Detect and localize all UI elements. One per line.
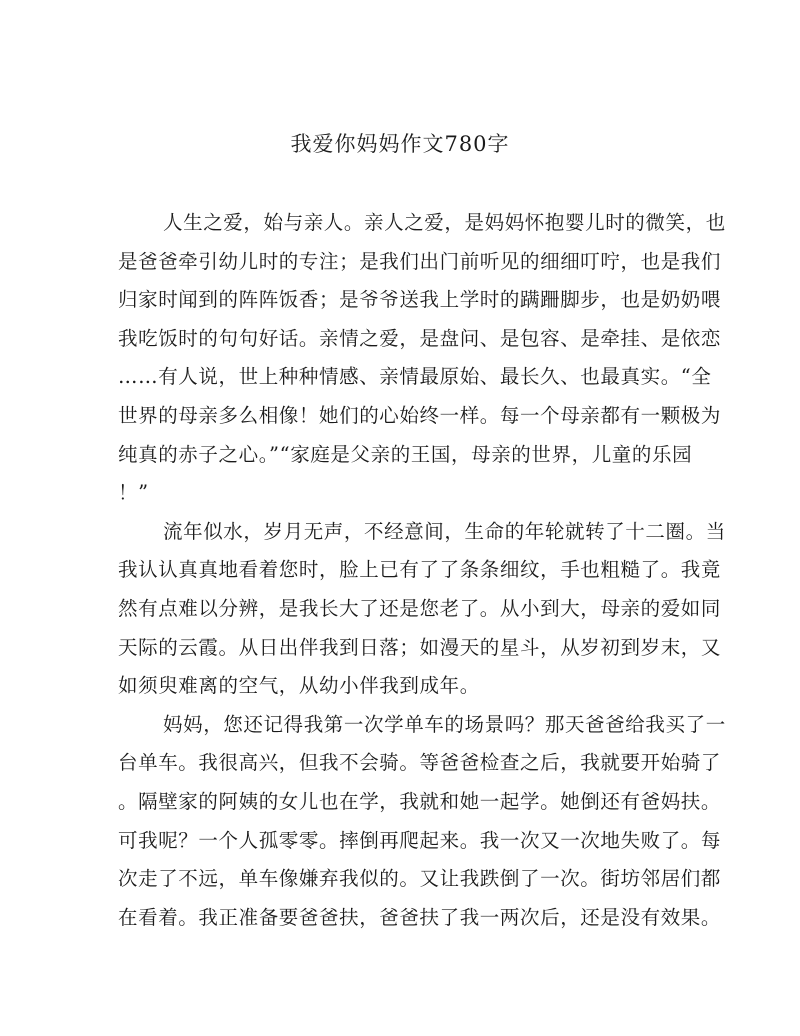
text-line: 可我呢？一个人孤零零。摔倒再爬起来。我一次又一次地失败了。每	[118, 828, 722, 852]
text-line: 是爸爸牵引幼儿时的专注；是我们出门前听见的细细叮咛，也是我们	[118, 249, 722, 273]
text-line: 然有点难以分辨，是我长大了还是您老了。从小到大，母亲的爱如同	[118, 596, 722, 620]
paragraph-1	[118, 204, 726, 513]
text-line: 如须臾难离的空气，从幼小伴我到成年。	[118, 674, 480, 698]
text-line: 归家时闻到的阵阵饭香；是爷爷送我上学时的蹒跚脚步，也是奶奶喂	[118, 288, 722, 312]
text-line: 台单车。我很高兴，但我不会骑。等爸爸检查之后，我就要开始骑了	[118, 751, 722, 775]
text-line: ！”	[118, 481, 149, 505]
text-line: 世界的母亲多么相像！她们的心始终一样。每一个母亲都有一颗极为	[118, 403, 722, 427]
text-line: 。隔壁家的阿姨的女儿也在学，我就和她一起学。她倒还有爸妈扶。	[118, 789, 722, 813]
text-line: 我认认真真地看着您时，脸上已有了了条条细纹，手也粗糙了。我竟	[118, 558, 722, 582]
text-line: 纯真的赤子之心。”“家庭是父亲的王国，母亲的世界，儿童的乐园	[118, 442, 693, 466]
document-body	[118, 204, 726, 937]
document-title: 我爱你妈妈作文780字	[290, 132, 510, 156]
text-line: 妈妈，您还记得我第一次学单车的场景吗？那天爸爸给我买了一	[163, 712, 726, 736]
text-line: 次走了不远，单车像嫌弃我似的。又让我跌倒了一次。街坊邻居们都	[118, 867, 722, 891]
text-line: 流年似水，岁月无声，不经意间，生命的年轮就转了十二圈。当	[163, 519, 726, 543]
text-line: 天际的云霞。从日出伴我到日落；如漫天的星斗，从岁初到岁末，又	[118, 635, 722, 659]
text-line: 我吃饭时的句句好话。亲情之爱，是盘问、是包容、是牵挂、是依恋	[118, 326, 722, 350]
text-line: 人生之爱，始与亲人。亲人之爱，是妈妈怀抱婴儿时的微笑，也	[163, 211, 726, 234]
paragraph-3	[118, 706, 726, 938]
text-line: 在看着。我正准备要爸爸扶，爸爸扶了我一两次后，还是没有效果。	[118, 905, 722, 929]
paragraph-2	[118, 513, 726, 706]
text-line: ……有人说，世上种种情感、亲情最原始、最长久、也最真实。“全	[118, 365, 712, 389]
